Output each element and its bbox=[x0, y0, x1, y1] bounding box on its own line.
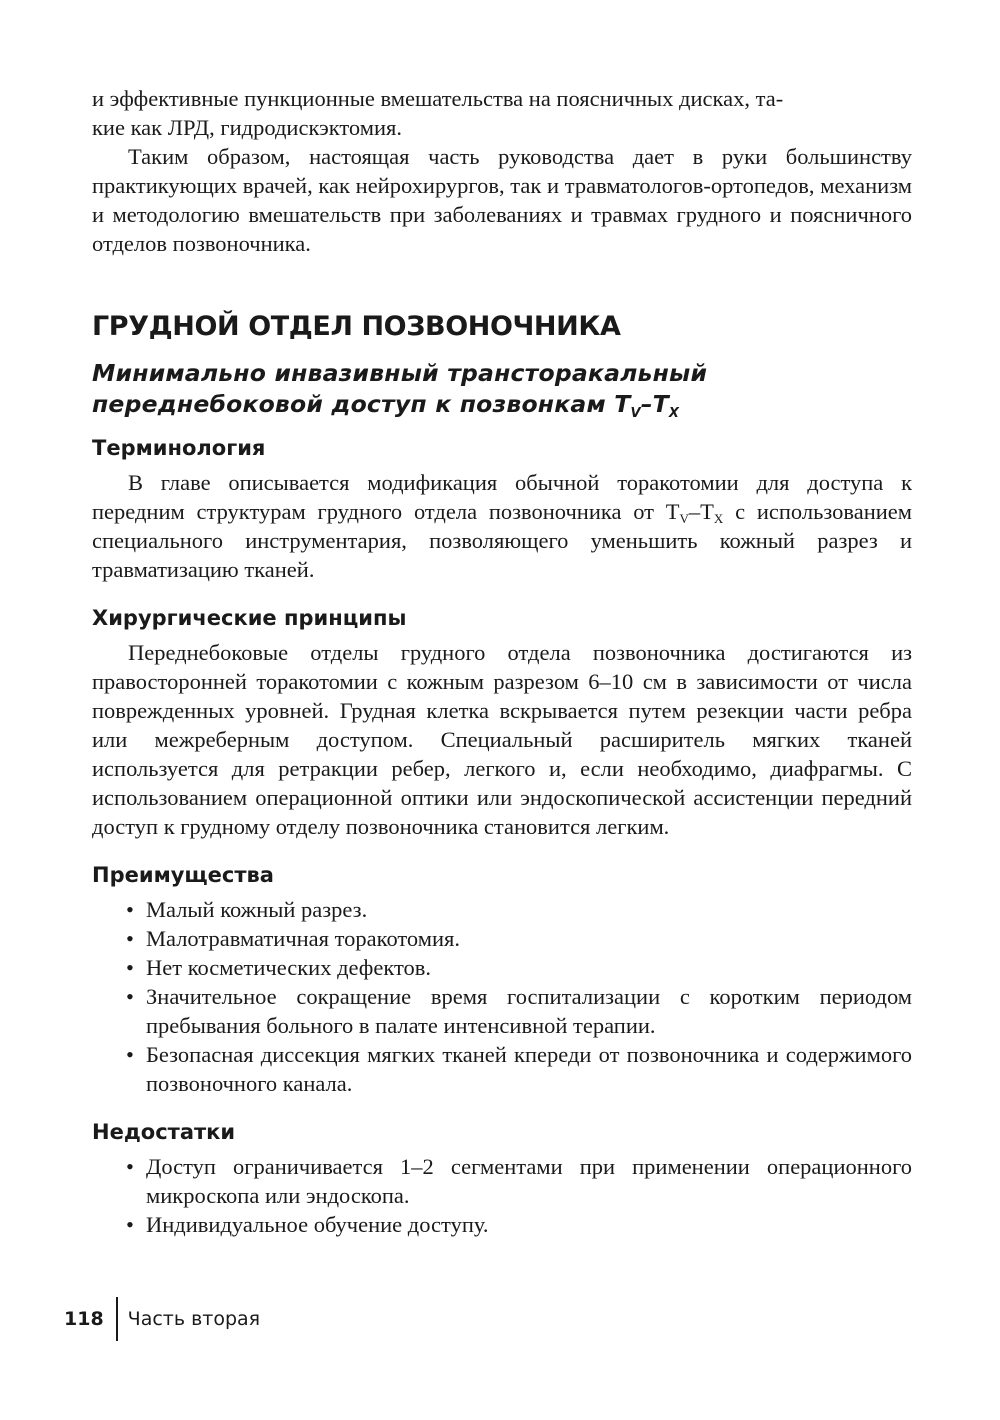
list-item: • Безопасная диссекция мягких тканей кпереди от позвоночника и содержимого позвоночного канала. bbox=[126, 1042, 912, 1096]
subtitle-subscript-x: X bbox=[668, 406, 680, 421]
page-body bbox=[92, 84, 912, 1239]
terminology-subscript-x: X bbox=[713, 511, 724, 526]
list-item: • Доступ ограничивается 1–2 сегментами при применении операционного микроскопа или эндоскопа. bbox=[126, 1154, 912, 1208]
page-number: 118 bbox=[64, 1308, 104, 1330]
bullet-icon: • bbox=[126, 897, 134, 922]
terminology-subscript-v: V bbox=[679, 511, 689, 526]
advantages-list bbox=[92, 895, 912, 1098]
intro-line-1: и эффективные пункционные вмешательства на поясничных дисках, та- bbox=[92, 86, 784, 111]
advantages-heading: Преимущества bbox=[92, 863, 274, 887]
bullet-icon: • bbox=[126, 926, 134, 951]
chapter-subtitle bbox=[92, 358, 912, 420]
bullet-icon: • bbox=[126, 1212, 134, 1237]
list-item: • Малый кожный разрез. bbox=[126, 897, 368, 922]
chapter-title: ГРУДНОЙ ОТДЕЛ ПОЗВОНОЧНИКА bbox=[92, 311, 621, 342]
list-item: • Значительное сокращение время госпитализации с коротким периодом пребывания больного в палате интенсивной терапии. bbox=[126, 984, 912, 1038]
subtitle-subscript-v: V bbox=[630, 406, 641, 421]
subtitle-line-2: переднебоковой доступ к позвонкам T bbox=[92, 390, 631, 418]
bullet-icon: • bbox=[126, 984, 134, 1009]
intro-line-2: кие как ЛРД, гидродискэктомия. bbox=[92, 115, 402, 140]
terminology-text-a: В главе описывается модификация обычной торакотомии для доступа к передним структурам грудного отдела позвоночника от T bbox=[92, 470, 912, 524]
disadvantages-heading: Недостатки bbox=[92, 1120, 236, 1144]
footer-section-label: Часть вторая bbox=[127, 1308, 261, 1330]
subtitle-dash-t: –T bbox=[640, 390, 669, 418]
disadvantages-list bbox=[92, 1152, 912, 1239]
principles-paragraph: Переднебоковые отделы грудного отдела позвоночника достигаются из правосторонней торакотомии с кожным разрезом 6–10 см в зависимости от числа поврежденных уровней. Грудная клетка вскрывается путем резекции части ребра или межреберным доступом. Специальный расширитель мягких тканей используется для ретракции ребер, легкого и, если необходимо, диафрагмы. С использованием операционной оптики или эндоскопической ассистенции передний доступ к грудному отделу позвоночника становится легким. bbox=[92, 640, 912, 839]
list-item: • Малотравматичная торакотомия. bbox=[126, 926, 461, 951]
terminology-text-c: с использованием специального инструментария, позволяющего уменьшить кожный разрез и травматизацию тканей. bbox=[92, 499, 912, 582]
bullet-icon: • bbox=[126, 1042, 134, 1067]
list-item: • Индивидуальное обучение доступу. bbox=[126, 1212, 489, 1237]
terminology-text-b: –T bbox=[688, 499, 714, 524]
page-footer bbox=[64, 1297, 260, 1341]
intro-paragraph-1 bbox=[92, 84, 912, 142]
subtitle-line-1: Минимально инвазивный трансторакальный bbox=[92, 359, 708, 387]
intro-paragraph-2: Таким образом, настоящая часть руководства дает в руки большинству практикующих врачей, как нейрохирургов, так и травматологов-ортопедов, механизм и методологию вмешательств при заболеваниях и травмах грудного и поясничного отделов позвоночника. bbox=[92, 144, 912, 256]
terminology-paragraph bbox=[92, 468, 912, 584]
bullet-icon: • bbox=[126, 1154, 134, 1179]
list-item: • Нет косметических дефектов. bbox=[126, 955, 432, 980]
terminology-heading: Терминология bbox=[92, 436, 266, 460]
principles-heading: Хирургические принципы bbox=[92, 606, 407, 630]
bullet-icon: • bbox=[126, 955, 134, 980]
